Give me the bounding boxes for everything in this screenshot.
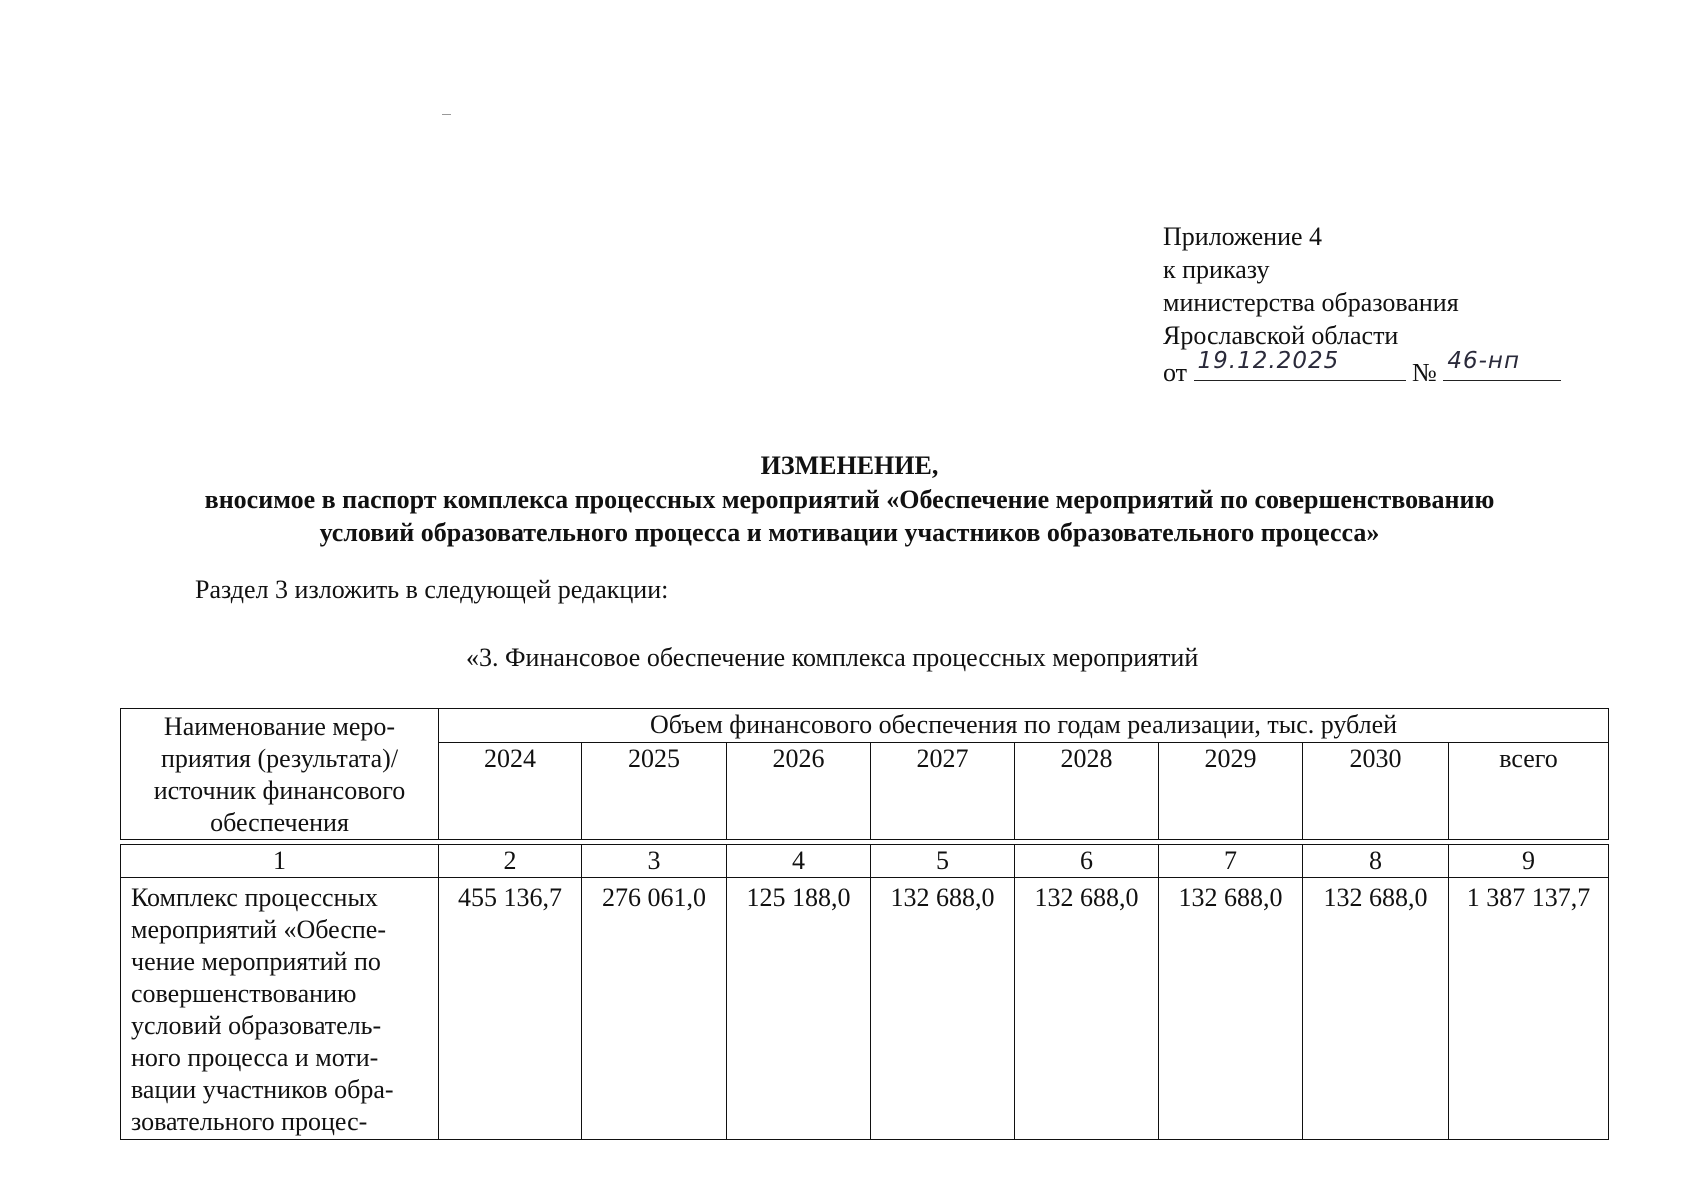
value-cell-2024: 455 136,7 xyxy=(439,878,582,1140)
finance-table xyxy=(120,708,1609,1140)
row-name-line: Комплекс процессных xyxy=(131,883,378,912)
value-cell-2029: 132 688,0 xyxy=(1159,878,1303,1140)
column-number: 8 xyxy=(1303,845,1449,878)
handwritten-number: 46-нп xyxy=(1447,348,1520,374)
column-number: 1 xyxy=(121,845,439,878)
finance-table-wrapper xyxy=(120,708,1608,1136)
row-name-line: мероприятий «Обеспе- xyxy=(131,915,386,944)
year-header: 2024 xyxy=(439,742,582,840)
name-header-line: обеспечения xyxy=(210,808,349,837)
column-number: 6 xyxy=(1015,845,1159,878)
total-header: всего xyxy=(1449,742,1609,840)
row-name-line: совершенствованию xyxy=(131,979,357,1008)
handwritten-date: 19.12.2025 xyxy=(1197,348,1340,374)
value-cell-2025: 276 061,0 xyxy=(582,878,727,1140)
document-title: ИЗМЕНЕНИЕ, xyxy=(760,451,939,480)
year-header: 2029 xyxy=(1159,742,1303,840)
year-header: 2027 xyxy=(871,742,1015,840)
appendix-block xyxy=(1163,220,1561,389)
value-cell-2027: 132 688,0 xyxy=(871,878,1015,1140)
appendix-line: к приказу xyxy=(1163,255,1270,284)
appendix-date-line xyxy=(1163,348,1561,389)
value-cell-2026: 125 188,0 xyxy=(727,878,871,1140)
row-name-line: вации участников обра- xyxy=(131,1075,394,1104)
section-title: «3. Финансовое обеспечение комплекса процессных мероприятий xyxy=(466,643,1199,672)
year-header: 2025 xyxy=(582,742,727,840)
column-number: 9 xyxy=(1449,845,1609,878)
document-subtitle-line: вносимое в паспорт комплекса процессных мероприятий «Обеспечение мероприятий по совершенствованию xyxy=(204,485,1495,514)
column-number: 5 xyxy=(871,845,1015,878)
name-header-cell xyxy=(121,709,439,840)
appendix-line: Ярославской области xyxy=(1163,321,1399,350)
number-field xyxy=(1443,348,1561,381)
year-header: 2028 xyxy=(1015,742,1159,840)
row-name-line: ного процесса и моти- xyxy=(131,1043,379,1072)
number-sign: № xyxy=(1412,358,1437,387)
column-number: 4 xyxy=(727,845,871,878)
appendix-line: Приложение 4 xyxy=(1163,222,1323,251)
name-header-line: приятия (результата)/ xyxy=(160,744,399,773)
value-cell-total: 1 387 137,7 xyxy=(1449,878,1609,1140)
year-header: 2030 xyxy=(1303,742,1449,840)
volume-header-cell: Объем финансового обеспечения по годам реализации, тыс. рублей xyxy=(439,709,1609,743)
row-name-line: чение мероприятий по xyxy=(131,947,381,976)
year-header: 2026 xyxy=(727,742,871,840)
column-number-row xyxy=(121,845,1609,878)
name-header-line: источник финансового xyxy=(153,776,406,805)
date-field xyxy=(1194,348,1406,381)
appendix-line: министерства образования xyxy=(1163,288,1459,317)
column-number: 7 xyxy=(1159,845,1303,878)
table-row xyxy=(121,878,1609,1140)
scan-mark xyxy=(442,114,451,115)
header-row xyxy=(121,709,1609,743)
value-cell-2030: 132 688,0 xyxy=(1303,878,1449,1140)
row-name-line: условий образователь- xyxy=(131,1011,382,1040)
row-name-line: зовательного процес- xyxy=(131,1107,368,1136)
row-name-cell xyxy=(121,878,439,1140)
intro-paragraph: Раздел 3 изложить в следующей редакции: xyxy=(195,575,669,604)
name-header-line: Наименование меро- xyxy=(163,712,396,741)
value-cell-2028: 132 688,0 xyxy=(1015,878,1159,1140)
column-number: 2 xyxy=(439,845,582,878)
document-subtitle-line: условий образовательного процесса и мотивации участников образовательного процесса» xyxy=(319,518,1380,547)
column-number: 3 xyxy=(582,845,727,878)
date-prefix: от xyxy=(1163,358,1188,387)
